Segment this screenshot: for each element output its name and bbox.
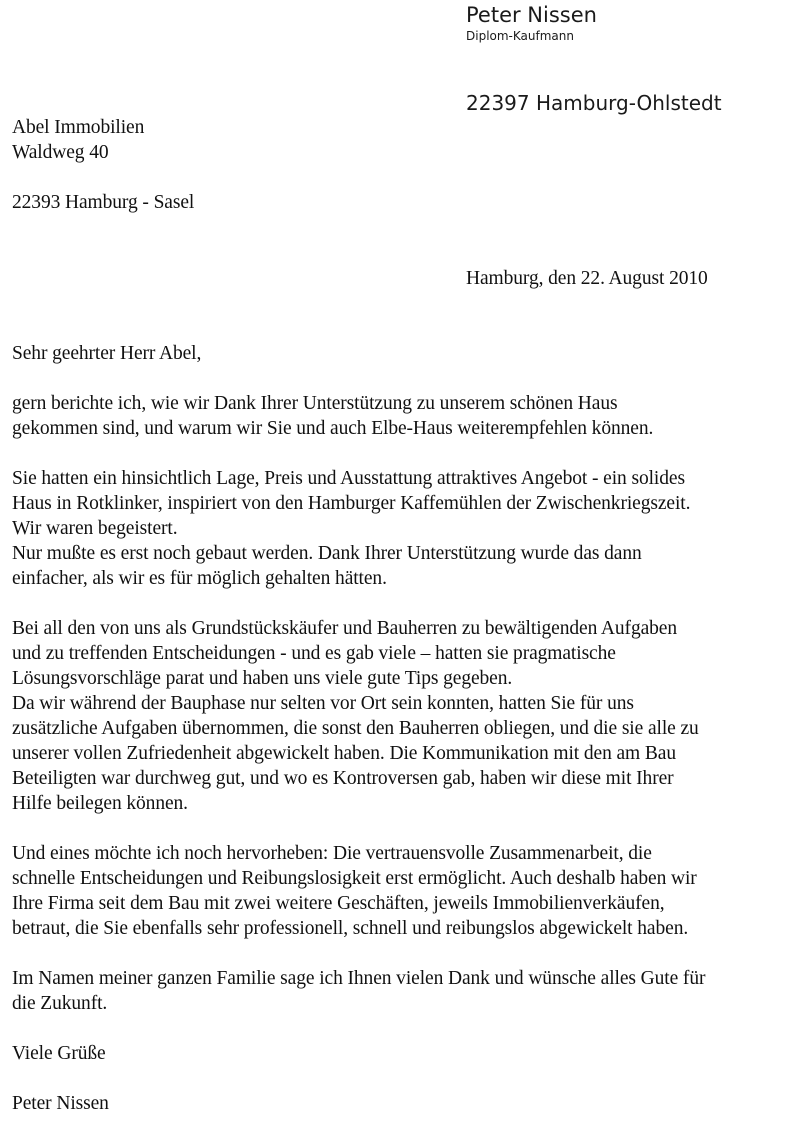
paragraph-line: unserer vollen Zufriedenheit abgewickelt haben. Die Kommunikation mit den am Bau <box>12 743 677 764</box>
paragraph <box>12 391 797 441</box>
salutation: Sehr geehrter Herr Abel, <box>12 343 202 364</box>
paragraph-line: Beteiligten war durchweg gut, und wo es Kontroversen gab, haben wir diese mit Ihrer <box>12 768 674 789</box>
recipient-street: Waldweg 40 <box>12 142 109 163</box>
paragraph-line: gern berichte ich, wie wir Dank Ihrer Unterstützung zu unserem schönen Haus <box>12 393 618 414</box>
recipient-city: 22393 Hamburg - Sasel <box>12 192 195 213</box>
sender-city: 22397 Hamburg-Ohlstedt <box>466 91 722 115</box>
paragraph-line: Im Namen meiner ganzen Familie sage ich Ihnen vielen Dank und wünsche alles Gute für <box>12 968 706 989</box>
paragraph-line: Bei all den von uns als Grundstückskäufer und Bauherren zu bewältigenden Aufgaben <box>12 618 678 639</box>
address-gap <box>12 165 194 190</box>
paragraph-line: Wir waren begeistert. <box>12 518 178 539</box>
paragraph-line: zusätzliche Aufgaben übernommen, die sonst den Bauherren obliegen, und die sie alle zu <box>12 718 699 739</box>
paragraph-line: betraut, die Sie ebenfalls sehr professionell, schnell und reibungslos abgewickelt haben. <box>12 918 689 939</box>
sender-name: Peter Nissen <box>466 3 597 27</box>
paragraph-line: einfacher, als wir es für möglich gehalten hätten. <box>12 568 387 589</box>
sender-title: Diplom-Kaufmann <box>466 29 574 43</box>
paragraph <box>12 616 797 816</box>
paragraph <box>12 841 797 941</box>
paragraph-line: Und eines möchte ich noch hervorheben: Die vertrauensvolle Zusammenarbeit, die <box>12 843 652 864</box>
paragraph-line: und zu treffenden Entscheidungen - und es gab viele – hatten sie pragmatische <box>12 643 616 664</box>
signature: Peter Nissen <box>12 1093 109 1114</box>
paragraph-line: Ihre Firma seit dem Bau mit zwei weitere Geschäften, jeweils Immobilienverkäufen, <box>12 893 665 914</box>
paragraph-line: Lösungsvorschläge parat und haben uns viele gute Tips gegeben. <box>12 668 513 689</box>
paragraph-line: gekommen sind, und warum wir Sie und auch Elbe-Haus weiterempfehlen können. <box>12 418 654 439</box>
paragraph-line: Da wir während der Bauphase nur selten vor Ort sein konnten, hatten Sie für uns <box>12 693 634 714</box>
paragraph-line: Sie hatten ein hinsichtlich Lage, Preis und Ausstattung attraktives Angebot - ein solides <box>12 468 685 489</box>
paragraph-line: Nur mußte es erst noch gebaut werden. Dank Ihrer Unterstützung wurde das dann <box>12 543 642 564</box>
paragraph-line: Haus in Rotklinker, inspiriert von den Hamburger Kaffemühlen der Zwischenkriegszeit. <box>12 493 691 514</box>
paragraph <box>12 966 797 1016</box>
closing: Viele Grüße <box>12 1043 106 1064</box>
recipient-address <box>12 115 194 215</box>
letter-body <box>12 341 797 1141</box>
paragraph-line: Hilfe beilegen können. <box>12 793 188 814</box>
paragraph <box>12 466 797 591</box>
recipient-company: Abel Immobilien <box>12 117 145 138</box>
paragraph-line: die Zukunft. <box>12 993 108 1014</box>
paragraph-line: schnelle Entscheidungen und Reibungslosigkeit erst ermöglicht. Auch deshalb haben wir <box>12 868 697 889</box>
letter-date: Hamburg, den 22. August 2010 <box>466 268 708 289</box>
